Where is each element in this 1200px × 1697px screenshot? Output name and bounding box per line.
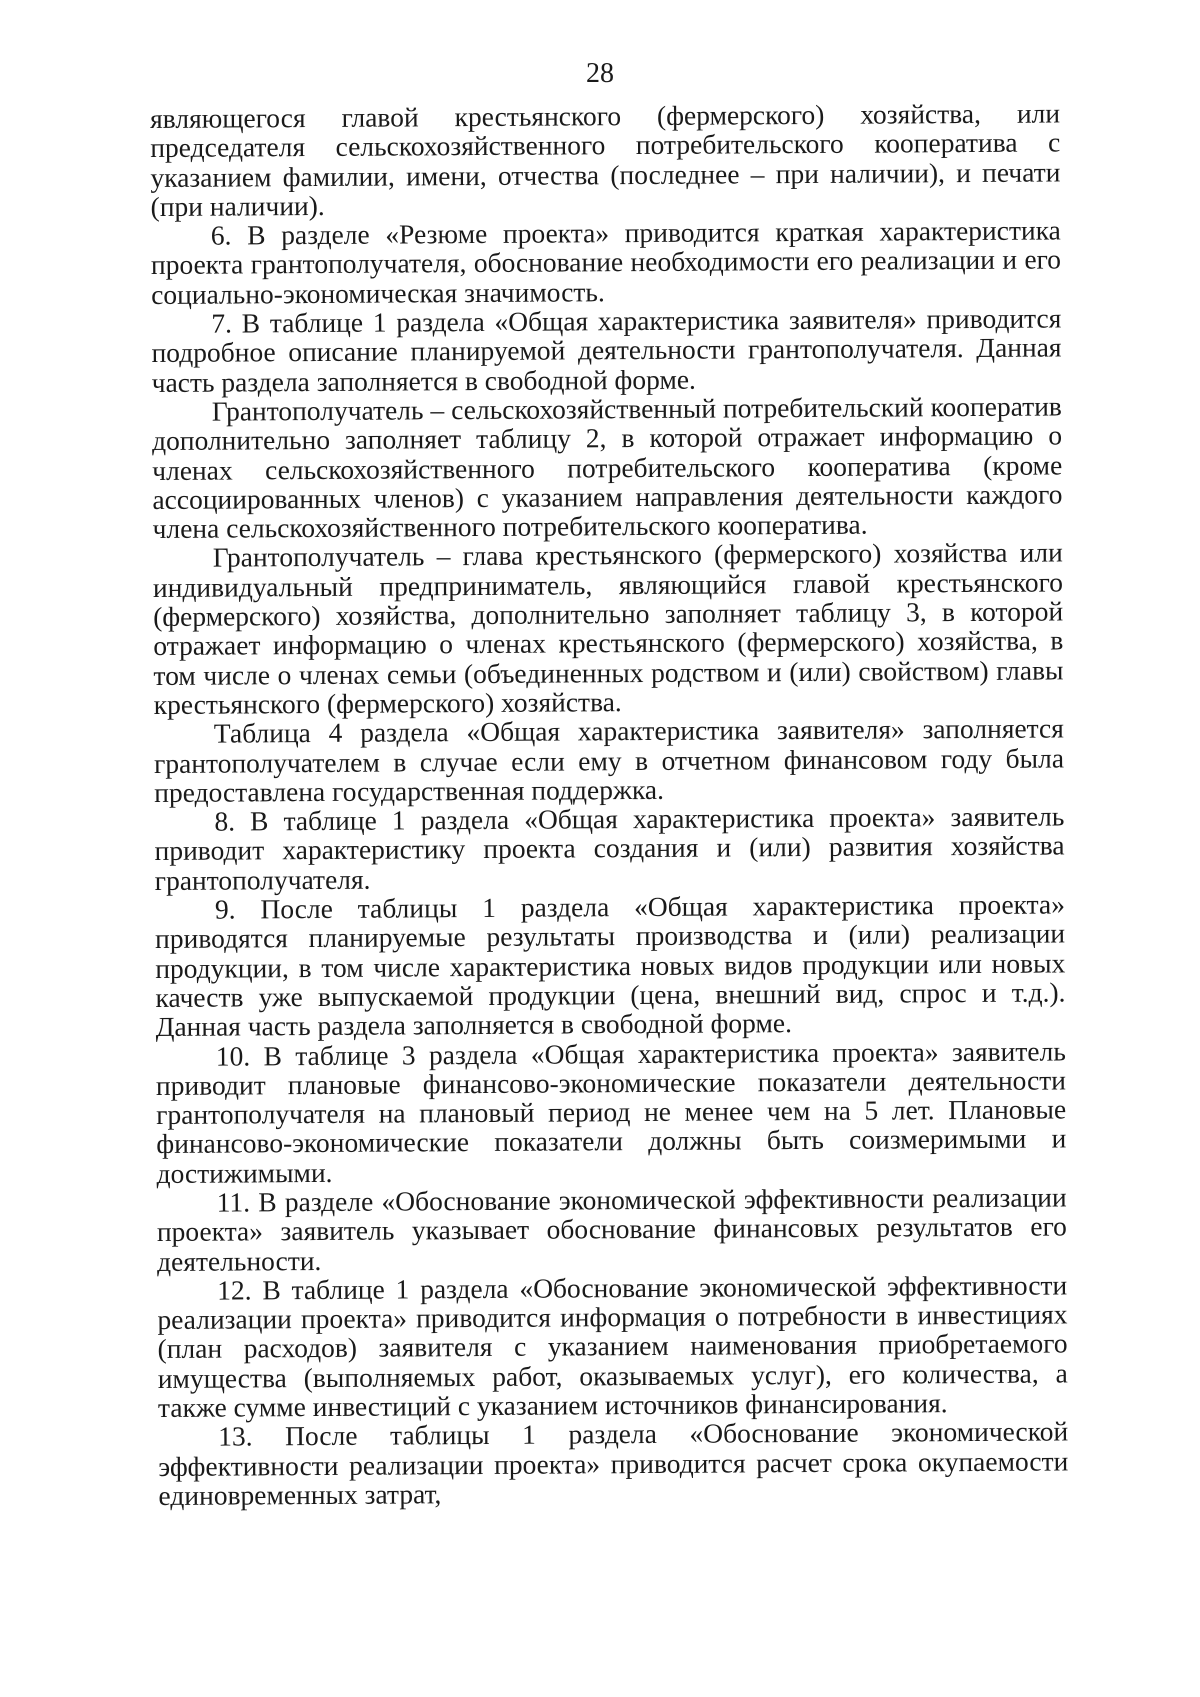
paragraph-item-12: 12. В таблице 1 раздела «Обоснование экономической эффективности реализации проекта» приводится информация о потребности в инвестициях (план расходов) заявителя с указанием наименования приобретаемого имущества (выполняемых работ, оказываемых услуг), его количества, а также сумме инвестиций с указанием источников финансирования. <box>157 1269 1068 1424</box>
paragraph-item-13: 13. После таблицы 1 раздела «Обоснование экономической эффективности реализации проекта» приводится расчет срока окупаемости единовременных затрат, <box>158 1415 1069 1511</box>
paragraph-cooperative: Грантополучатель – сельскохозяйственный потребительский кооператив дополнительно заполняет таблицу 2, в которой отражает информацию о членах сельскохозяйственного потребительского кооператива (кроме ассоциированных членов) с указанием направления деятельности каждого члена сельскохозяйственного потребительского кооператива. <box>151 390 1063 545</box>
paragraph-table-4: Таблица 4 раздела «Общая характеристика заявителя» заполняется грантополучателем в случае если ему в отчетном финансовом году была предоставлена государственная поддержка. <box>153 712 1065 808</box>
paragraph-item-8: 8. В таблице 1 раздела «Общая характеристика проекта» заявитель приводит характеристику проекта создания и (или) развития хозяйства грантополучателя. <box>154 800 1065 896</box>
document-body <box>150 98 1069 1510</box>
page-number: 28 <box>586 58 614 89</box>
paragraph-item-7: 7. В таблице 1 раздела «Общая характеристика заявителя» приводится подробное описание планируемой деятельности грантополучателя. Данная часть раздела заполняется в свободной форме. <box>151 302 1062 398</box>
paragraph-farm-head: Грантополучатель – глава крестьянского (фермерского) хозяйства или индивидуальный предприниматель, являющийся главой крестьянского (фермерского) хозяйства, дополнительно заполняет таблицу 3, в которой отражает информацию о членах крестьянского (фермерского) хозяйства, в том числе о членах семьи (объединенных родством и (или) свойством) главы крестьянского (фермерского) хозяйства. <box>152 536 1064 720</box>
paragraph-item-6: 6. В разделе «Резюме проекта» приводится краткая характеристика проекта грантополучателя, обоснование необходимости его реализации и его социально-экономическая значимость. <box>150 214 1062 310</box>
paragraph-item-10: 10. В таблице 3 раздела «Общая характеристика проекта» заявитель приводит плановые финансово-экономические показатели деятельности грантополучателя на плановый период не менее чем на 5 лет. Плановые финансово-экономические показатели должны быть соизмеримыми и достижимыми. <box>155 1034 1067 1189</box>
paragraph-item-11: 11. В разделе «Обоснование экономической эффективности реализации проекта» заявитель указывает обоснование финансовых результатов его деятельности. <box>156 1181 1067 1277</box>
paragraph-continuation: являющегося главой крестьянского (фермерского) хозяйства, или председателя сельскохозяйственного потребительского кооператива с указанием фамилии, имени, отчества (последнее – при наличии), и печати (при наличии). <box>149 97 1061 222</box>
paragraph-item-9: 9. После таблицы 1 раздела «Общая характеристика проекта» приводятся планируемые результаты производства и (или) реализации продукции, в том числе характеристика новых видов продукции или новых качеств уже выпускаемой продукции (цена, внешний вид, спрос и т.д.). Данная часть раздела заполняется в свободной форме. <box>155 888 1066 1043</box>
